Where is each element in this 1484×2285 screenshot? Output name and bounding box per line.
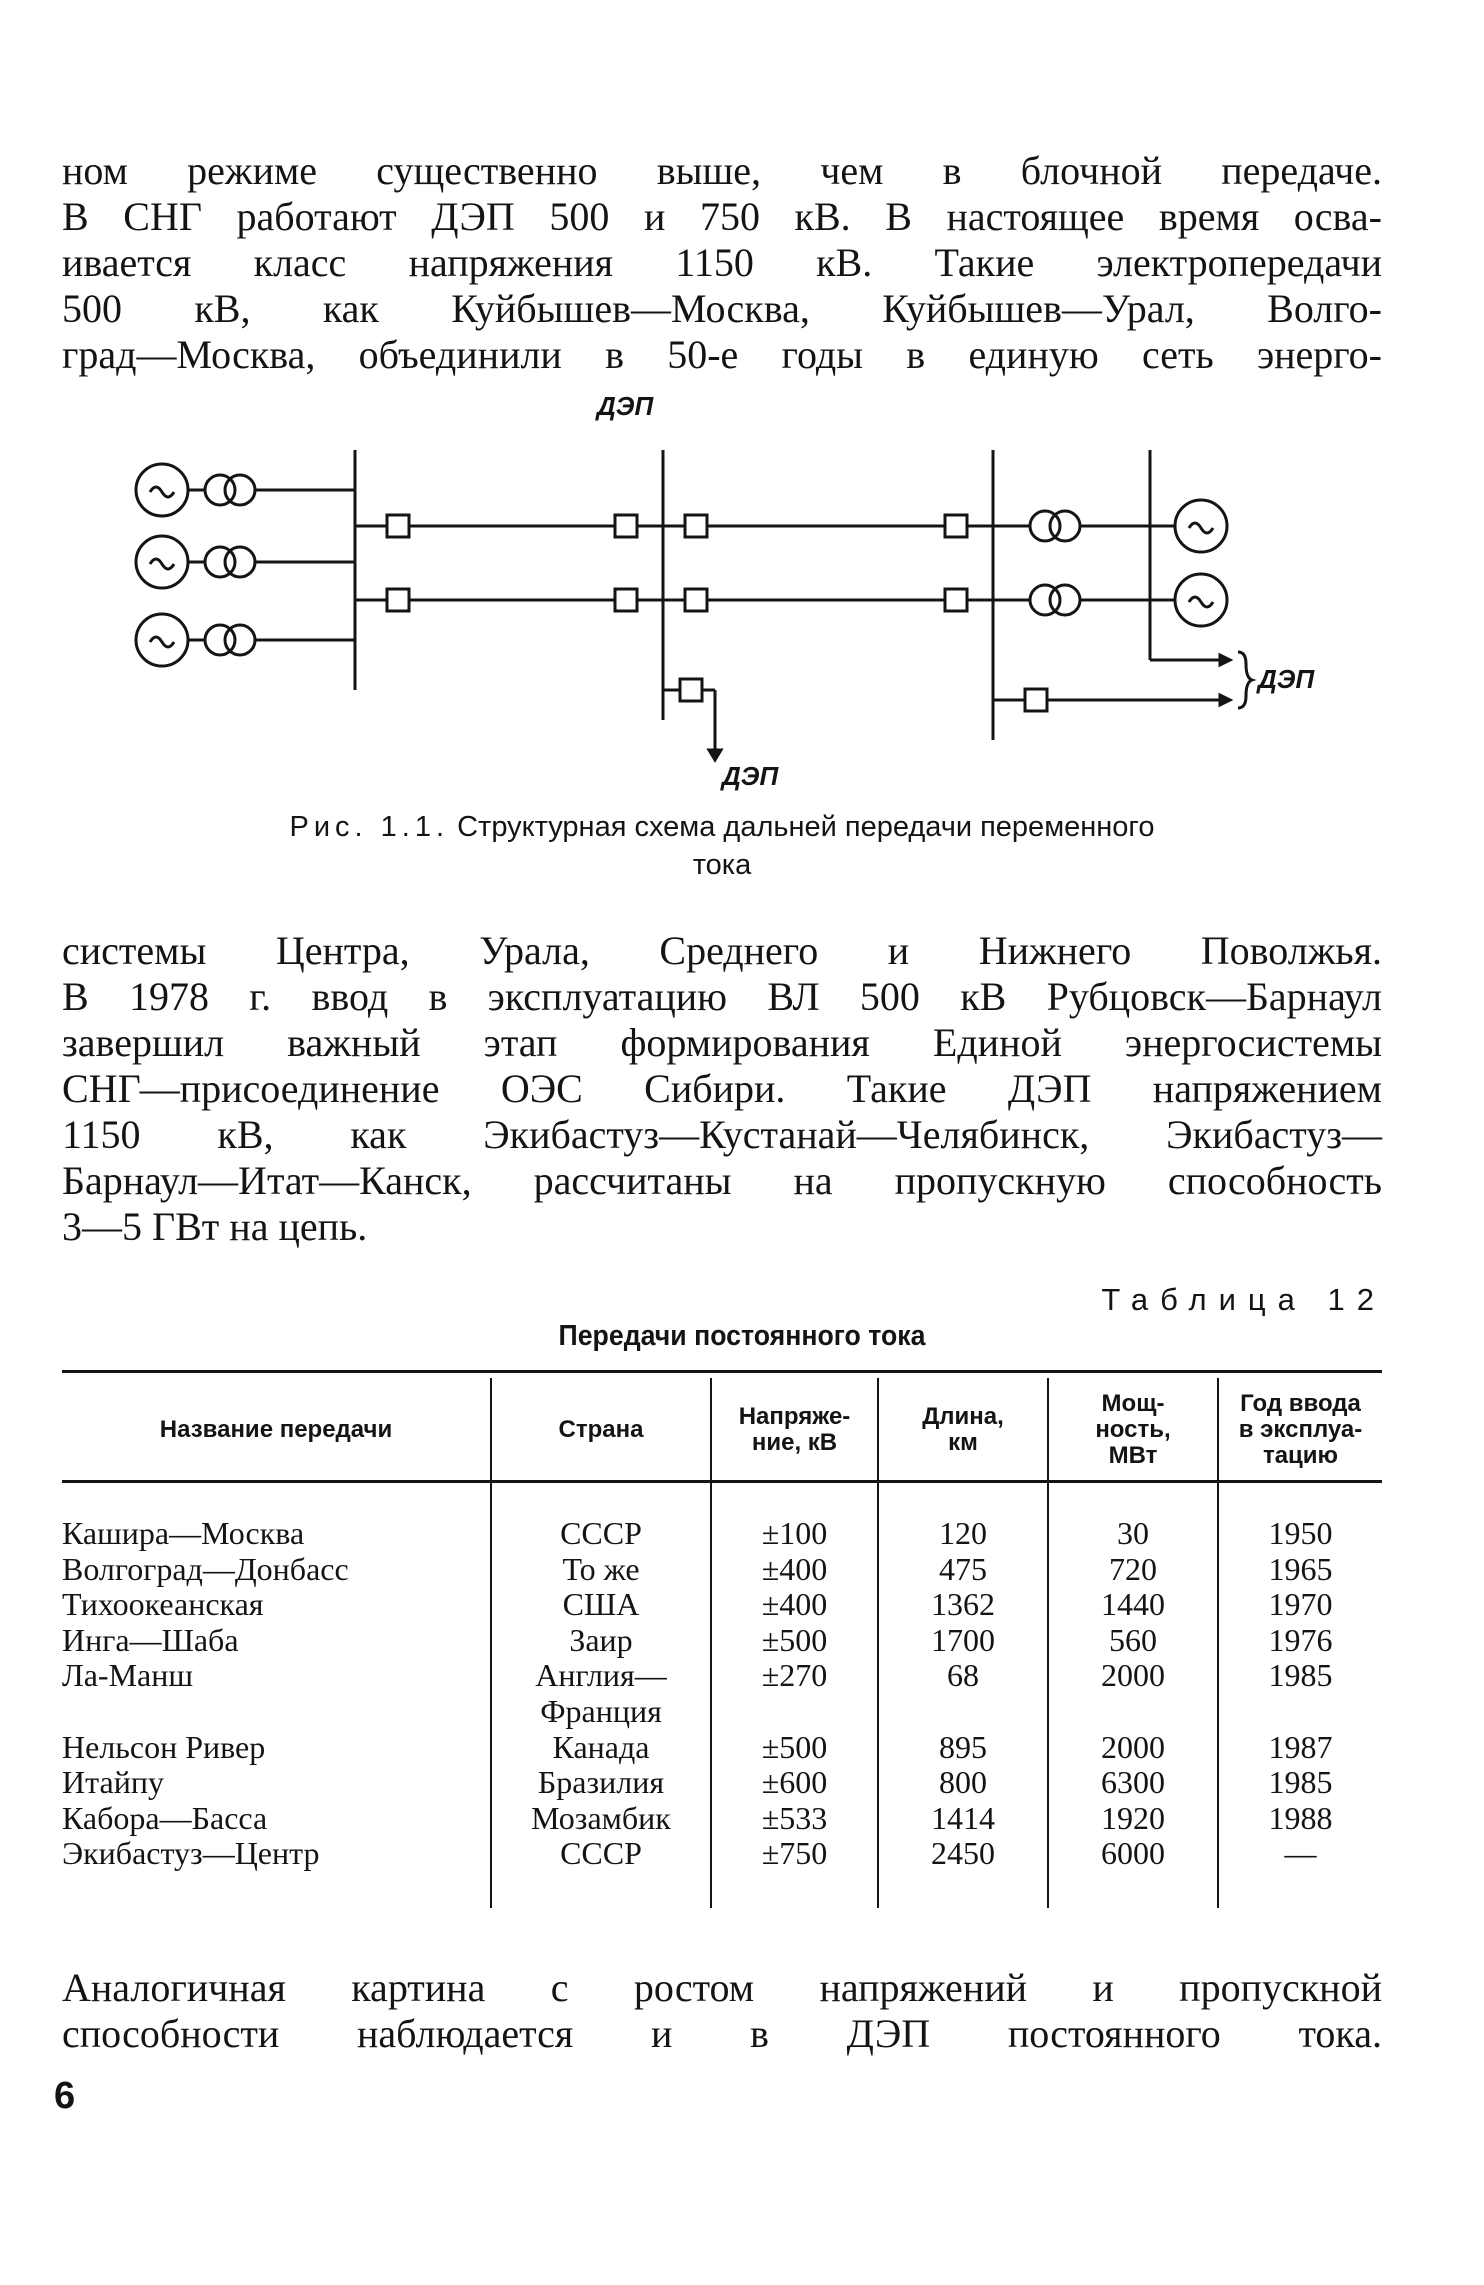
table-row bbox=[62, 1693, 1382, 1729]
table-cell: Бразилия bbox=[537, 1764, 665, 1801]
text-line: способности наблюдается и в ДЭП постоянного тока. bbox=[62, 2011, 1382, 2056]
text-line: В СНГ работают ДЭП 500 и 750 кВ. В настоящее время осва- bbox=[62, 194, 1382, 239]
header-name: Название передачи bbox=[159, 1416, 393, 1443]
table-cell: 1976 bbox=[1268, 1621, 1333, 1658]
table-cell: Кабора—Басса bbox=[62, 1799, 268, 1836]
table-cell: То же bbox=[562, 1550, 640, 1587]
table-cell: Тихоокеанская bbox=[62, 1586, 264, 1623]
table-cell: Кашира—Москва bbox=[62, 1515, 305, 1551]
table-cell: 1414 bbox=[931, 1799, 995, 1836]
header-power: Мощ- ность, МВт bbox=[1095, 1390, 1171, 1469]
table-cell: СССР bbox=[560, 1835, 642, 1872]
table-cell: ±100 bbox=[761, 1515, 828, 1551]
header-year: Год ввода в эксплуа- тацию bbox=[1238, 1390, 1363, 1469]
table-cell: 120 bbox=[939, 1515, 987, 1551]
table-cell: Экибастуз—Центр bbox=[62, 1835, 320, 1872]
table-cell: 2000 bbox=[1101, 1657, 1165, 1694]
table-cell: 6000 bbox=[1101, 1835, 1165, 1872]
text-line: системы Центра, Урала, Среднего и Нижнего Поволжья. bbox=[62, 928, 1382, 973]
text-line: град—Москва, объединили в 50-е годы в единую сеть энерго- bbox=[62, 332, 1382, 377]
table-cell: 895 bbox=[939, 1728, 987, 1765]
table-cell: 800 bbox=[939, 1764, 987, 1801]
figure-caption bbox=[62, 808, 1382, 884]
table-cell: ±500 bbox=[761, 1621, 828, 1658]
table-row bbox=[62, 1657, 1382, 1693]
table-cell: 1988 bbox=[1268, 1799, 1333, 1836]
table-rule-header bbox=[62, 1480, 1382, 1483]
table-cell: 1985 bbox=[1268, 1657, 1333, 1694]
table-rule-top bbox=[62, 1370, 1382, 1373]
table-cell: — bbox=[1284, 1835, 1317, 1872]
paragraph-top bbox=[62, 148, 1382, 378]
table-row bbox=[62, 1622, 1382, 1658]
table-cell: 1920 bbox=[1101, 1799, 1165, 1836]
table-cell: 1440 bbox=[1101, 1586, 1165, 1623]
table-cell: 1985 bbox=[1268, 1764, 1333, 1801]
table-cell: ±600 bbox=[761, 1764, 828, 1801]
table-row bbox=[62, 1764, 1382, 1800]
table-cell: Франция bbox=[540, 1693, 662, 1729]
paragraph-middle bbox=[62, 928, 1382, 1250]
table-cell: 30 bbox=[1117, 1515, 1149, 1551]
table-row bbox=[62, 1835, 1382, 1871]
caption-line2: тока bbox=[692, 849, 752, 881]
caption-line1: Структурная схема дальней передачи переменного bbox=[457, 811, 1155, 843]
diagram-label-right: ДЭП bbox=[1258, 664, 1315, 694]
table-cell: ±500 bbox=[761, 1728, 828, 1765]
paragraph-bottom bbox=[62, 1965, 1382, 2057]
table-cell: 68 bbox=[947, 1657, 979, 1694]
ac-transmission-diagram bbox=[60, 390, 1360, 800]
table-cell: Нельсон Ривер bbox=[62, 1728, 266, 1765]
text-line: завершил важный этап формирования Единой энергосистемы bbox=[62, 1020, 1382, 1065]
text-line: Аналогичная картина с ростом напряжений и пропускной bbox=[62, 1965, 1382, 2010]
header-voltage: Напряже- ние, кВ bbox=[738, 1403, 851, 1456]
table-cell: 1700 bbox=[931, 1621, 995, 1658]
table-row bbox=[62, 1551, 1382, 1587]
table-cell: 1970 bbox=[1268, 1586, 1333, 1623]
table-cell: 1950 bbox=[1268, 1515, 1333, 1551]
generator-group-left bbox=[136, 464, 355, 666]
table-cell: Канада bbox=[552, 1728, 650, 1765]
table-cell: 6300 bbox=[1101, 1764, 1165, 1801]
generator-group-right bbox=[993, 500, 1227, 626]
text-line: СНГ—присоединение ОЭС Сибири. Такие ДЭП напряжением bbox=[62, 1066, 1382, 1111]
text-line: В 1978 г. ввод в эксплуатацию ВЛ 500 кВ Рубцовск—Барнаул bbox=[62, 974, 1382, 1019]
table-row bbox=[62, 1800, 1382, 1836]
data-table bbox=[62, 1370, 1382, 1915]
table-cell: США bbox=[562, 1586, 640, 1623]
table-row bbox=[62, 1515, 1382, 1551]
table-cell: ±400 bbox=[761, 1586, 828, 1623]
table-row bbox=[62, 1729, 1382, 1765]
header-country: Страна bbox=[558, 1416, 644, 1443]
table-cell: 2450 bbox=[931, 1835, 995, 1872]
text-line: ивается класс напряжения 1150 кВ. Такие электропередачи bbox=[62, 240, 1382, 285]
page-number: 6 bbox=[54, 2075, 76, 2117]
table-cell: Мозамбик bbox=[531, 1799, 671, 1836]
table-cell: 1987 bbox=[1268, 1728, 1333, 1765]
diagram-label-top: ДЭП bbox=[597, 391, 654, 421]
table-title: Передачи постоянного тока bbox=[558, 1320, 926, 1352]
table-cell: ±400 bbox=[761, 1550, 828, 1587]
table-cell: ±270 bbox=[761, 1657, 828, 1694]
table-cell: 720 bbox=[1109, 1550, 1157, 1587]
text-line: Барнаул—Итат—Канск, рассчитаны на пропускную способность bbox=[62, 1158, 1382, 1203]
table-cell: 2000 bbox=[1101, 1728, 1165, 1765]
table-cell: 1965 bbox=[1268, 1550, 1333, 1587]
header-length: Длина, км bbox=[922, 1403, 1004, 1456]
text-line: 1150 кВ, как Экибастуз—Кустанай—Челябинск, Экибастуз— bbox=[62, 1112, 1382, 1157]
table-cell: ±533 bbox=[761, 1799, 828, 1836]
table-label: Таблица 12 bbox=[1101, 1282, 1386, 1317]
table-cell: СССР bbox=[560, 1515, 642, 1551]
diagram-label-bottom: ДЭП bbox=[722, 761, 779, 791]
table-cell: Англия— bbox=[535, 1657, 667, 1694]
table-cell: 1362 bbox=[931, 1586, 995, 1623]
table-cell: Ла-Манш bbox=[62, 1657, 193, 1694]
table-cell: 475 bbox=[939, 1550, 987, 1587]
table-cell: 560 bbox=[1109, 1621, 1157, 1658]
table-cell: Волгоград—Донбасс bbox=[62, 1550, 349, 1587]
text-line: 3—5 ГВт на цепь. bbox=[62, 1204, 368, 1249]
table-cell: Заир bbox=[569, 1621, 633, 1658]
text-line: 500 кВ, как Куйбышев—Москва, Куйбышев—Урал, Волго- bbox=[62, 286, 1382, 331]
text-line: ном режиме существенно выше, чем в блочной передаче. bbox=[62, 148, 1382, 193]
caption-prefix: Рис. 1.1. bbox=[289, 811, 450, 843]
table-cell: Итайпу bbox=[62, 1764, 164, 1801]
table-cell: Инга—Шаба bbox=[62, 1621, 239, 1658]
table-cell: ±750 bbox=[761, 1835, 828, 1872]
table-row bbox=[62, 1586, 1382, 1622]
